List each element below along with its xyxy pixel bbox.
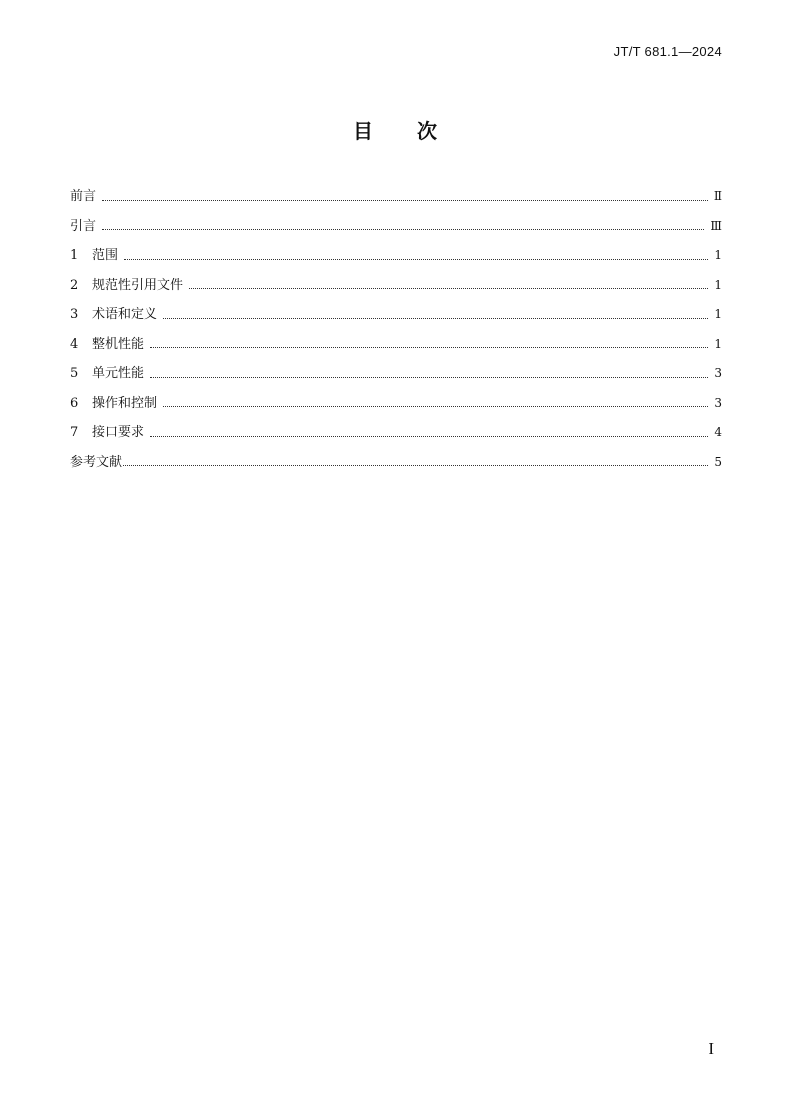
toc-leader-dots — [189, 287, 708, 289]
title-char-2: 次 — [417, 119, 437, 143]
toc-entry-introduction[interactable] — [70, 212, 722, 242]
toc-leader-dots — [123, 464, 708, 466]
toc-leader-dots — [163, 405, 708, 407]
toc-entry-page: 1 — [714, 277, 722, 292]
toc-entry-page: Ⅲ — [710, 218, 722, 233]
toc-leader-dots — [102, 199, 708, 201]
toc-entry-bibliography[interactable] — [70, 448, 722, 478]
toc-entry-scope[interactable] — [70, 241, 722, 271]
table-of-contents — [70, 182, 722, 477]
toc-entry-label: 前言 — [70, 189, 97, 204]
toc-entry-label: 范围 — [92, 248, 119, 263]
page-title — [0, 115, 790, 144]
toc-entry-label: 术语和定义 — [92, 307, 158, 322]
toc-entry-number: 4 — [70, 336, 79, 352]
toc-entry-page: 4 — [714, 425, 722, 439]
toc-entry-number: 1 — [70, 248, 79, 263]
toc-entry-label: 参考文献 — [70, 454, 123, 470]
toc-entry-page: Ⅱ — [713, 189, 722, 203]
toc-entry-page: 3 — [714, 395, 722, 410]
title-char-1: 目 — [353, 119, 373, 143]
toc-entry-machine-performance[interactable] — [70, 330, 722, 360]
toc-leader-dots — [124, 258, 708, 260]
page-number-footer: I — [708, 1039, 714, 1058]
toc-entry-normative-references[interactable] — [70, 271, 722, 301]
toc-entry-number: 3 — [70, 307, 79, 322]
toc-leader-dots — [150, 435, 708, 437]
toc-leader-dots — [150, 346, 708, 348]
toc-entry-label: 整机性能 — [92, 336, 145, 352]
standard-number-header: JT/T 681.1—2024 — [613, 44, 722, 59]
toc-entry-page: 1 — [714, 307, 722, 321]
toc-entry-number: 5 — [70, 366, 79, 381]
toc-entry-label: 引言 — [70, 218, 97, 234]
toc-entry-foreword[interactable] — [70, 182, 722, 212]
toc-entry-number: 6 — [70, 395, 79, 411]
toc-entry-unit-performance[interactable] — [70, 359, 722, 389]
toc-leader-dots — [163, 317, 708, 319]
toc-entry-label: 接口要求 — [92, 425, 145, 440]
toc-leader-dots — [150, 376, 708, 378]
toc-entry-number: 7 — [70, 425, 79, 440]
toc-entry-number: 2 — [70, 277, 79, 293]
toc-entry-operation-control[interactable] — [70, 389, 722, 419]
toc-entry-page: 1 — [714, 336, 722, 351]
toc-entry-page: 3 — [714, 366, 722, 380]
toc-leader-dots — [102, 228, 704, 230]
toc-entry-label: 单元性能 — [92, 366, 145, 381]
toc-entry-label: 规范性引用文件 — [92, 277, 184, 293]
toc-entry-interface-requirements[interactable] — [70, 418, 722, 448]
toc-entry-page: 1 — [714, 248, 722, 262]
toc-entry-terms-definitions[interactable] — [70, 300, 722, 330]
toc-entry-page: 5 — [714, 454, 722, 469]
toc-entry-label: 操作和控制 — [92, 395, 158, 411]
